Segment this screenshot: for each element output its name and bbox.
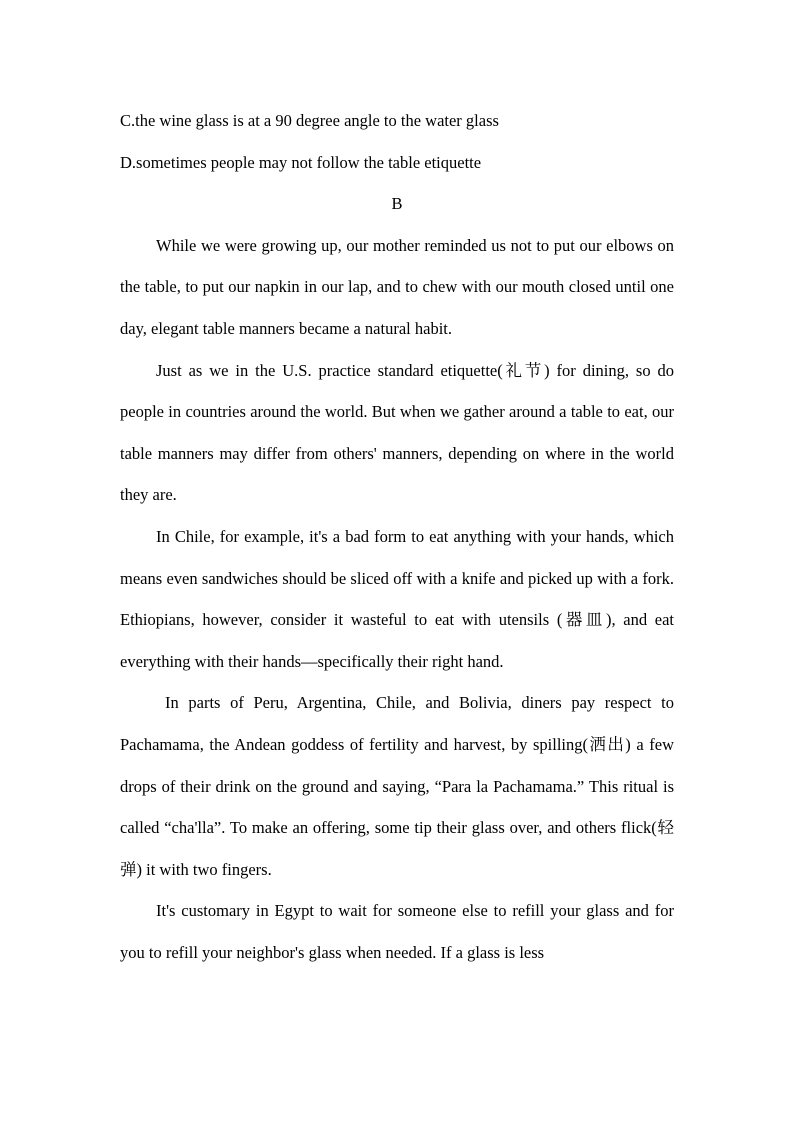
paragraph-chile-ethiopia: In Chile, for example, it's a bad form to eat anything with your hands, which means even sandwiches should be sliced off with a knife and picked up with a fork. Ethiopians, however, consider it wasteful to eat with utensils (器皿), and eat everything with their hands—specifically their right hand. xyxy=(120,526,674,671)
section-label: B xyxy=(391,194,403,214)
document-page xyxy=(120,100,674,973)
option-d: D.sometimes people may not follow the table etiquette xyxy=(120,152,482,172)
paragraph-pachamama: In parts of Peru, Argentina, Chile, and Bolivia, diners pay respect to Pachamama, the Andean goddess of fertility and harvest, by spilling(洒出) a few drops of their drink on the ground and saying, “Para la Pachamama.” This ritual is called “cha'lla”. To make an offering, some tip their glass over, and others flick(轻弹) it with two fingers. xyxy=(120,693,674,879)
paragraph-table-manners-childhood: While we were growing up, our mother reminded us not to put our elbows on the table, to put our napkin in our lap, and to chew with our mouth closed until one day, elegant table manners became a natural habit. xyxy=(120,235,674,338)
paragraph-etiquette-worldwide: Just as we in the U.S. practice standard etiquette(礼节) for dining, so do people in countries around the world. But when we gather around a table to eat, our table manners may differ from others' manners, depending on where in the world they are. xyxy=(120,360,674,505)
option-c: C.the wine glass is at a 90 degree angle to the water glass xyxy=(120,111,499,130)
paragraph-egypt: It's customary in Egypt to wait for someone else to refill your glass and for you to refill your neighbor's glass when needed. If a glass is less xyxy=(120,901,674,962)
